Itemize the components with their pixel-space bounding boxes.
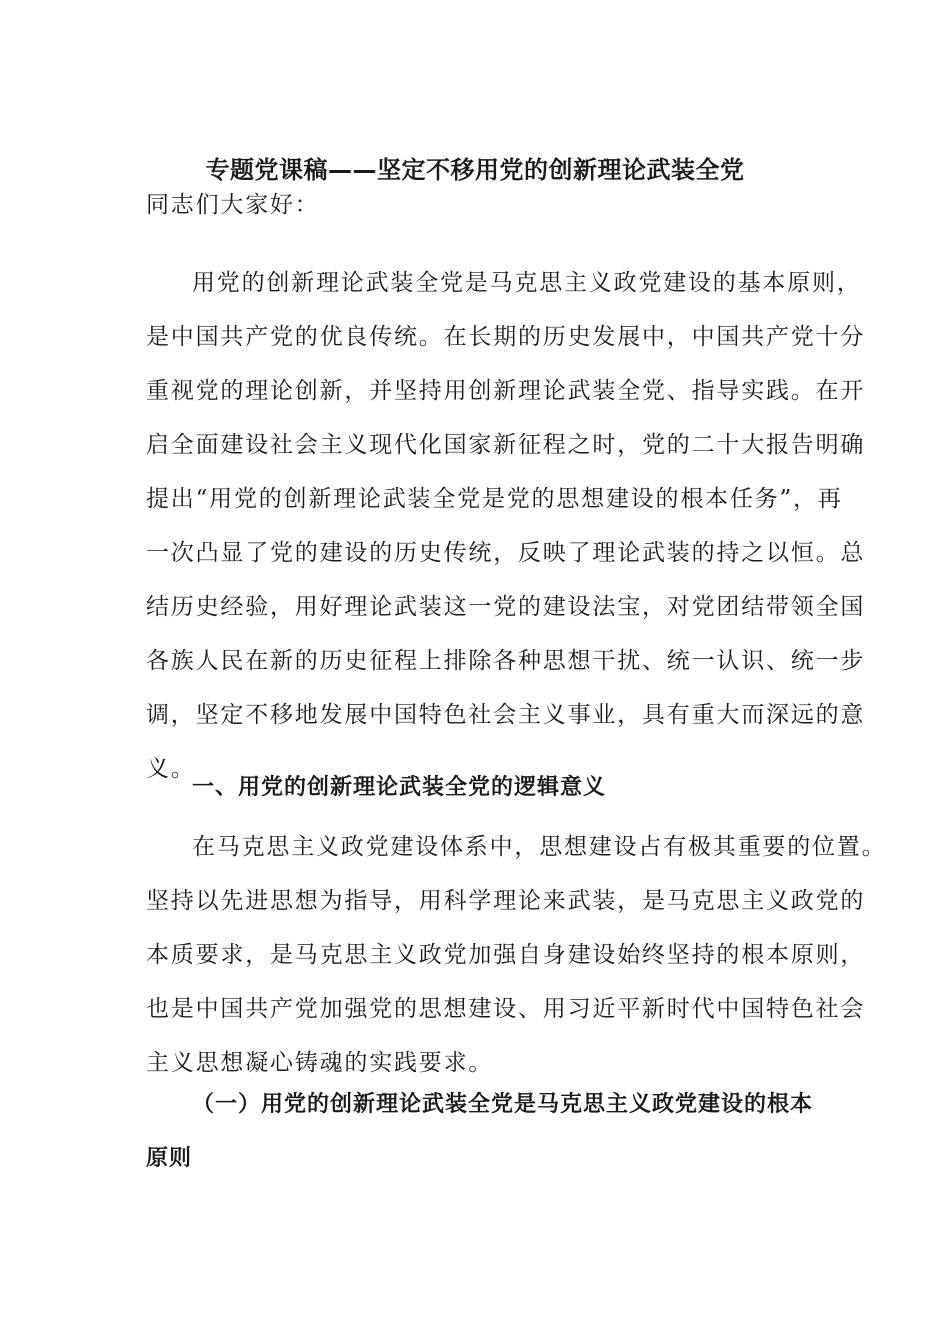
paragraph-line: 提出“用党的创新理论武装全党是党的思想建设的根本任务”，再	[146, 486, 843, 512]
paragraph-line: 用党的创新理论武装全党是马克思主义政党建设的基本原则，	[192, 270, 862, 296]
paragraph-line: 义。	[146, 756, 196, 782]
paragraph-line: 在马克思主义政党建设体系中，思想建设占有极其重要的位置。	[192, 834, 887, 860]
paragraph-line: 重视党的理论创新，并坚持用创新理论武装全党、指导实践。在开	[146, 378, 866, 404]
paragraph-line: 启全面建设社会主义现代化国家新征程之时，党的二十大报告明确	[146, 432, 866, 458]
paragraph-line: 本质要求，是马克思主义政党加强自身建设始终坚持的根本原则，	[146, 942, 866, 968]
paragraph-line: 结历史经验，用好理论武装这一党的建设法宝，对党团结带领全国	[146, 594, 866, 620]
paragraph-line: 也是中国共产党加强党的思想建设、用习近平新时代中国特色社会	[146, 996, 866, 1022]
subheading-line: 原则	[146, 1146, 193, 1171]
subsection-heading-1	[146, 1078, 814, 1186]
paragraph-line: 主义思想凝心铸魂的实践要求。	[146, 1050, 494, 1076]
paragraph-1	[146, 256, 866, 796]
paragraph-line: 是中国共产党的优良传统。在长期的历史发展中，中国共产党十分	[146, 324, 866, 350]
subheading-line: （一）用党的创新理论武装全党是马克思主义政党建设的根本	[192, 1092, 814, 1117]
paragraph-line: 坚持以先进思想为指导，用科学理论来武装，是马克思主义政党的	[146, 888, 866, 914]
paragraph-line: 各族人民在新的历史征程上排除各种思想干扰、统一认识、统一步	[146, 648, 866, 674]
paragraph-2	[146, 820, 887, 1090]
paragraph-line: 调，坚定不移地发展中国特色社会主义事业，具有重大而深远的意	[146, 702, 866, 728]
greeting-text: 同志们大家好：	[146, 192, 320, 218]
paragraph-line: 一次凸显了党的建设的历史传统，反映了理论武装的持之以恒。总	[146, 540, 866, 566]
document-title: 专题党课稿——坚定不移用党的创新理论武装全党	[205, 156, 745, 184]
section-heading-1: 一、用党的创新理论武装全党的逻辑意义	[192, 775, 607, 800]
